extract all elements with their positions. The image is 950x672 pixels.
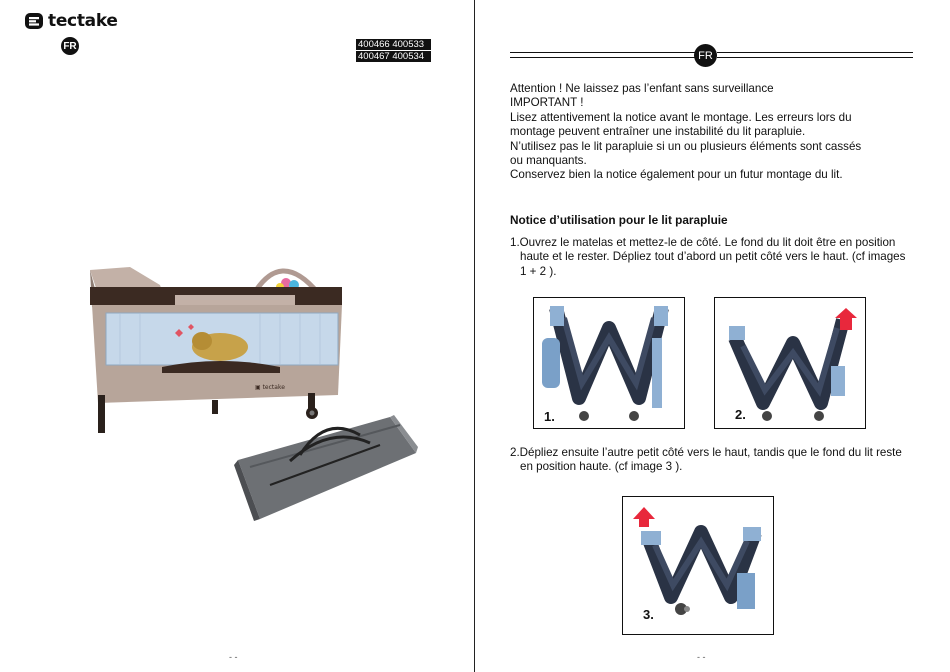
step-1 — [510, 236, 910, 279]
carry-bag-image — [230, 415, 420, 525]
language-badge: FR — [694, 44, 717, 67]
intro-line: Lisez attentivement la notice avant le montage. Les erreurs lors du — [510, 110, 852, 124]
page-number: - - — [697, 652, 706, 662]
figure-label: 1. — [544, 409, 555, 424]
header-rule — [510, 52, 696, 58]
section-heading: Notice d’utilisation pour le lit parapluie — [510, 213, 728, 227]
figure-2 — [714, 297, 866, 429]
step-1-text: 1.Ouvrez le matelas et mettez-le de côté. Le fond du lit doit être en position haute et le rester. Dépliez tout d’abord un petit côté vers le haut. (cf images 1 + 2 ). — [510, 236, 906, 278]
intro-line: montage peuvent entraîner une instabilité du lit parapluie. — [510, 125, 806, 139]
step-2-text: 2.Dépliez ensuite l’autre petit côté vers le haut, tandis que le fond du lit reste en position haute. (cf image 3 ). — [510, 446, 902, 474]
step-2 — [510, 446, 910, 475]
intro-line: N’utilisez pas le lit parapluie si un ou plusieurs éléments sont cassés — [510, 139, 862, 153]
intro-line: Attention ! Ne laissez pas l’enfant sans surveillance — [510, 82, 774, 95]
figure-label: 3. — [643, 607, 654, 622]
intro-line: Conservez bien la notice également pour un futur montage du lit. — [510, 168, 843, 182]
intro-line: ou manquants. — [510, 154, 587, 168]
instructions-page — [475, 0, 950, 672]
intro-line: IMPORTANT ! — [510, 96, 584, 110]
page-number: - - — [229, 652, 238, 662]
article-code-line: 400467 400534 — [356, 51, 431, 62]
tectake-logo-icon — [24, 11, 44, 31]
language-badge: FR — [61, 37, 79, 55]
header-rule — [717, 52, 913, 58]
article-codes — [356, 39, 431, 63]
cover-page — [0, 0, 474, 672]
article-code-line: 400466 400533 — [356, 39, 431, 50]
unfolding-frame-illustration — [534, 298, 684, 428]
svg-text:▣ tectake: ▣ tectake — [255, 384, 285, 391]
intro-text — [510, 82, 910, 183]
brand-name: tectake — [48, 11, 118, 31]
figure-3 — [622, 496, 774, 635]
brand-logo — [24, 10, 118, 32]
figure-label: 2. — [735, 407, 746, 422]
figure-1 — [533, 297, 685, 429]
